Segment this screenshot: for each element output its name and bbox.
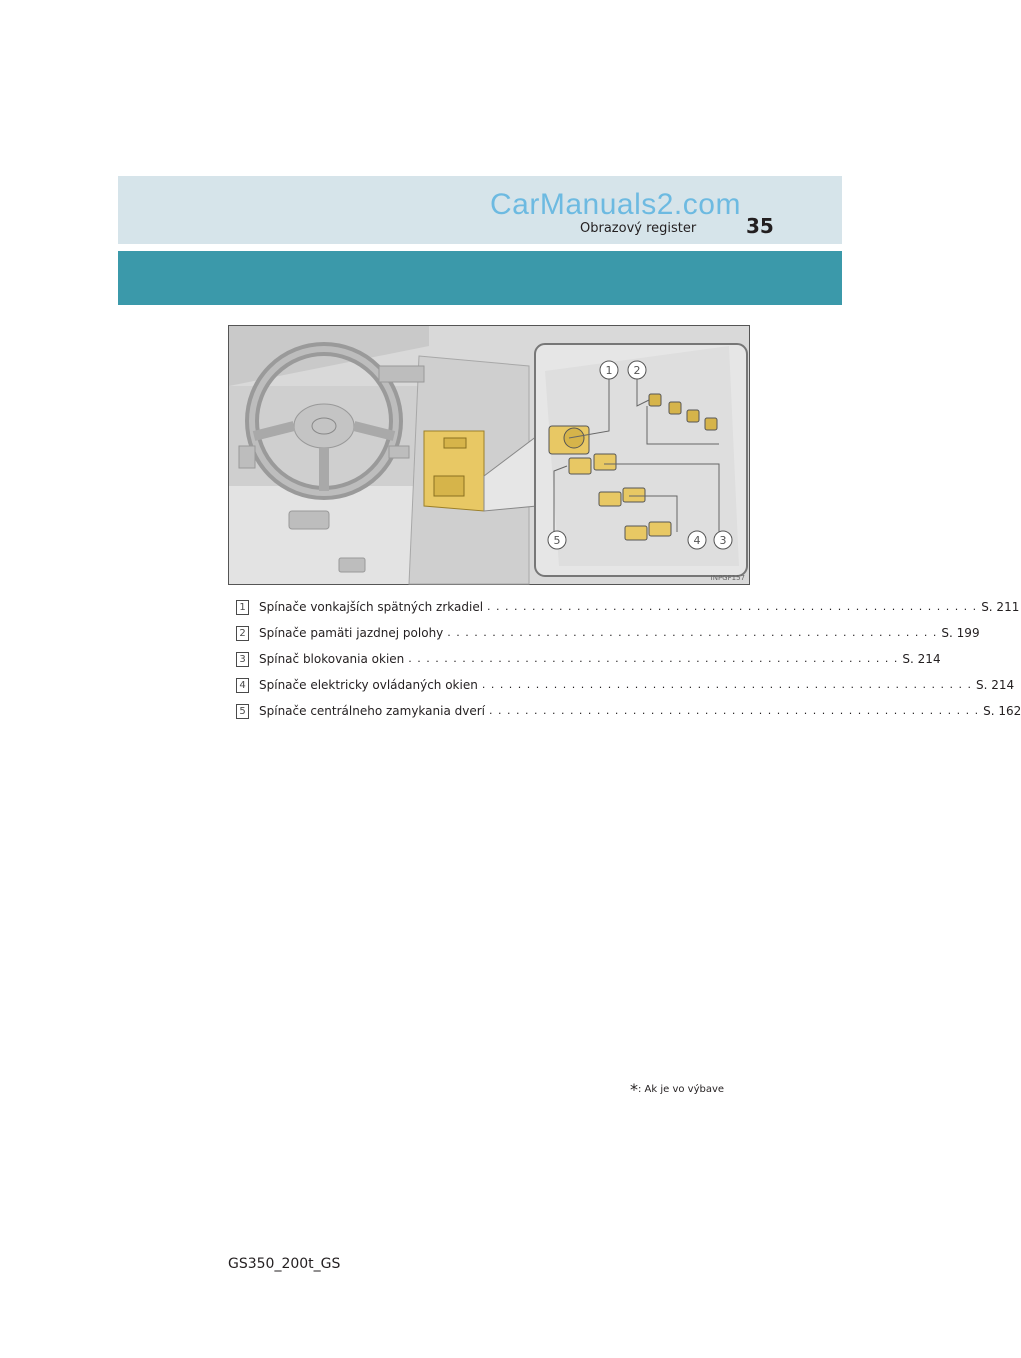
leader-dots: . . . . . . . . . . . . . . . . . . . . . . . . . . . . . . . . . . . . . . . . . . . . . . . . . . . . . . . xyxy=(408,652,899,665)
callout-1 xyxy=(600,361,618,379)
item-number: 3 xyxy=(236,652,249,667)
leader-dots: . . . . . . . . . . . . . . . . . . . . . . . . . . . . . . . . . . . . . . . . . . . . . . . . . . . . . . . xyxy=(447,626,938,639)
item-number: 1 xyxy=(236,600,249,615)
svg-text:2: 2 xyxy=(633,364,641,377)
watermark: CarManuals2.com xyxy=(490,188,741,221)
legend-item xyxy=(236,646,941,672)
item-label: Spínače pamäti jazdnej polohy xyxy=(259,626,444,640)
mirror-switch-icon xyxy=(549,426,589,454)
page-reference[interactable]: S. 214 xyxy=(902,652,941,666)
legend-item xyxy=(236,698,1021,724)
leader-dots: . . . . . . . . . . . . . . . . . . . . . . . . . . . . . . . . . . . . . . . . . . . . . . . . . . . . . . . xyxy=(489,704,980,717)
title-band xyxy=(118,251,842,305)
legend-list xyxy=(236,594,1021,724)
page-reference[interactable]: S. 211 xyxy=(981,600,1020,614)
leader-dots: . . . . . . . . . . . . . . . . . . . . . . . . . . . . . . . . . . . . . . . . . . . . . . . . . . . . . . . xyxy=(487,600,978,613)
page-number: 35 xyxy=(746,214,774,238)
item-label: Spínač blokovania okien xyxy=(259,652,405,666)
item-label: Spínače vonkajších spätných zrkadiel xyxy=(259,600,484,614)
legend-item xyxy=(236,620,980,646)
item-number: 2 xyxy=(236,626,249,641)
legend-item xyxy=(236,594,1020,620)
svg-text:1: 1 xyxy=(605,364,613,377)
page-reference[interactable]: S. 214 xyxy=(975,678,1015,692)
door-switch-illustration xyxy=(228,325,750,585)
footnote xyxy=(630,1080,724,1099)
svg-text:4: 4 xyxy=(693,534,701,547)
callout-5 xyxy=(548,531,566,549)
footnote-text: : Ak je vo výbave xyxy=(638,1084,725,1095)
item-number: 5 xyxy=(236,704,249,719)
callout-4 xyxy=(688,531,706,549)
leader-dots: . . . . . . . . . . . . . . . . . . . . . . . . . . . . . . . . . . . . . . . . . . . . . . . . . . . . . . . xyxy=(481,678,972,691)
section-title: Obrazový register xyxy=(580,221,697,236)
item-label: Spínače centrálneho zamykania dverí xyxy=(259,704,485,718)
legend-item xyxy=(236,672,1015,698)
svg-text:5: 5 xyxy=(553,534,561,547)
page-reference[interactable]: S. 199 xyxy=(941,626,980,640)
callout-3 xyxy=(714,531,732,549)
footer-code: GS350_200t_GS xyxy=(228,1256,341,1272)
footnote-star: * xyxy=(630,1080,638,1099)
item-label: Spínače elektricky ovládaných okien xyxy=(259,678,478,692)
figure-code: INPGF157 xyxy=(710,574,745,582)
page-reference[interactable]: S. 162 xyxy=(983,704,1021,718)
illustration-svg xyxy=(229,326,749,584)
svg-text:3: 3 xyxy=(719,534,727,547)
item-number: 4 xyxy=(236,678,249,693)
callout-2 xyxy=(628,361,646,379)
